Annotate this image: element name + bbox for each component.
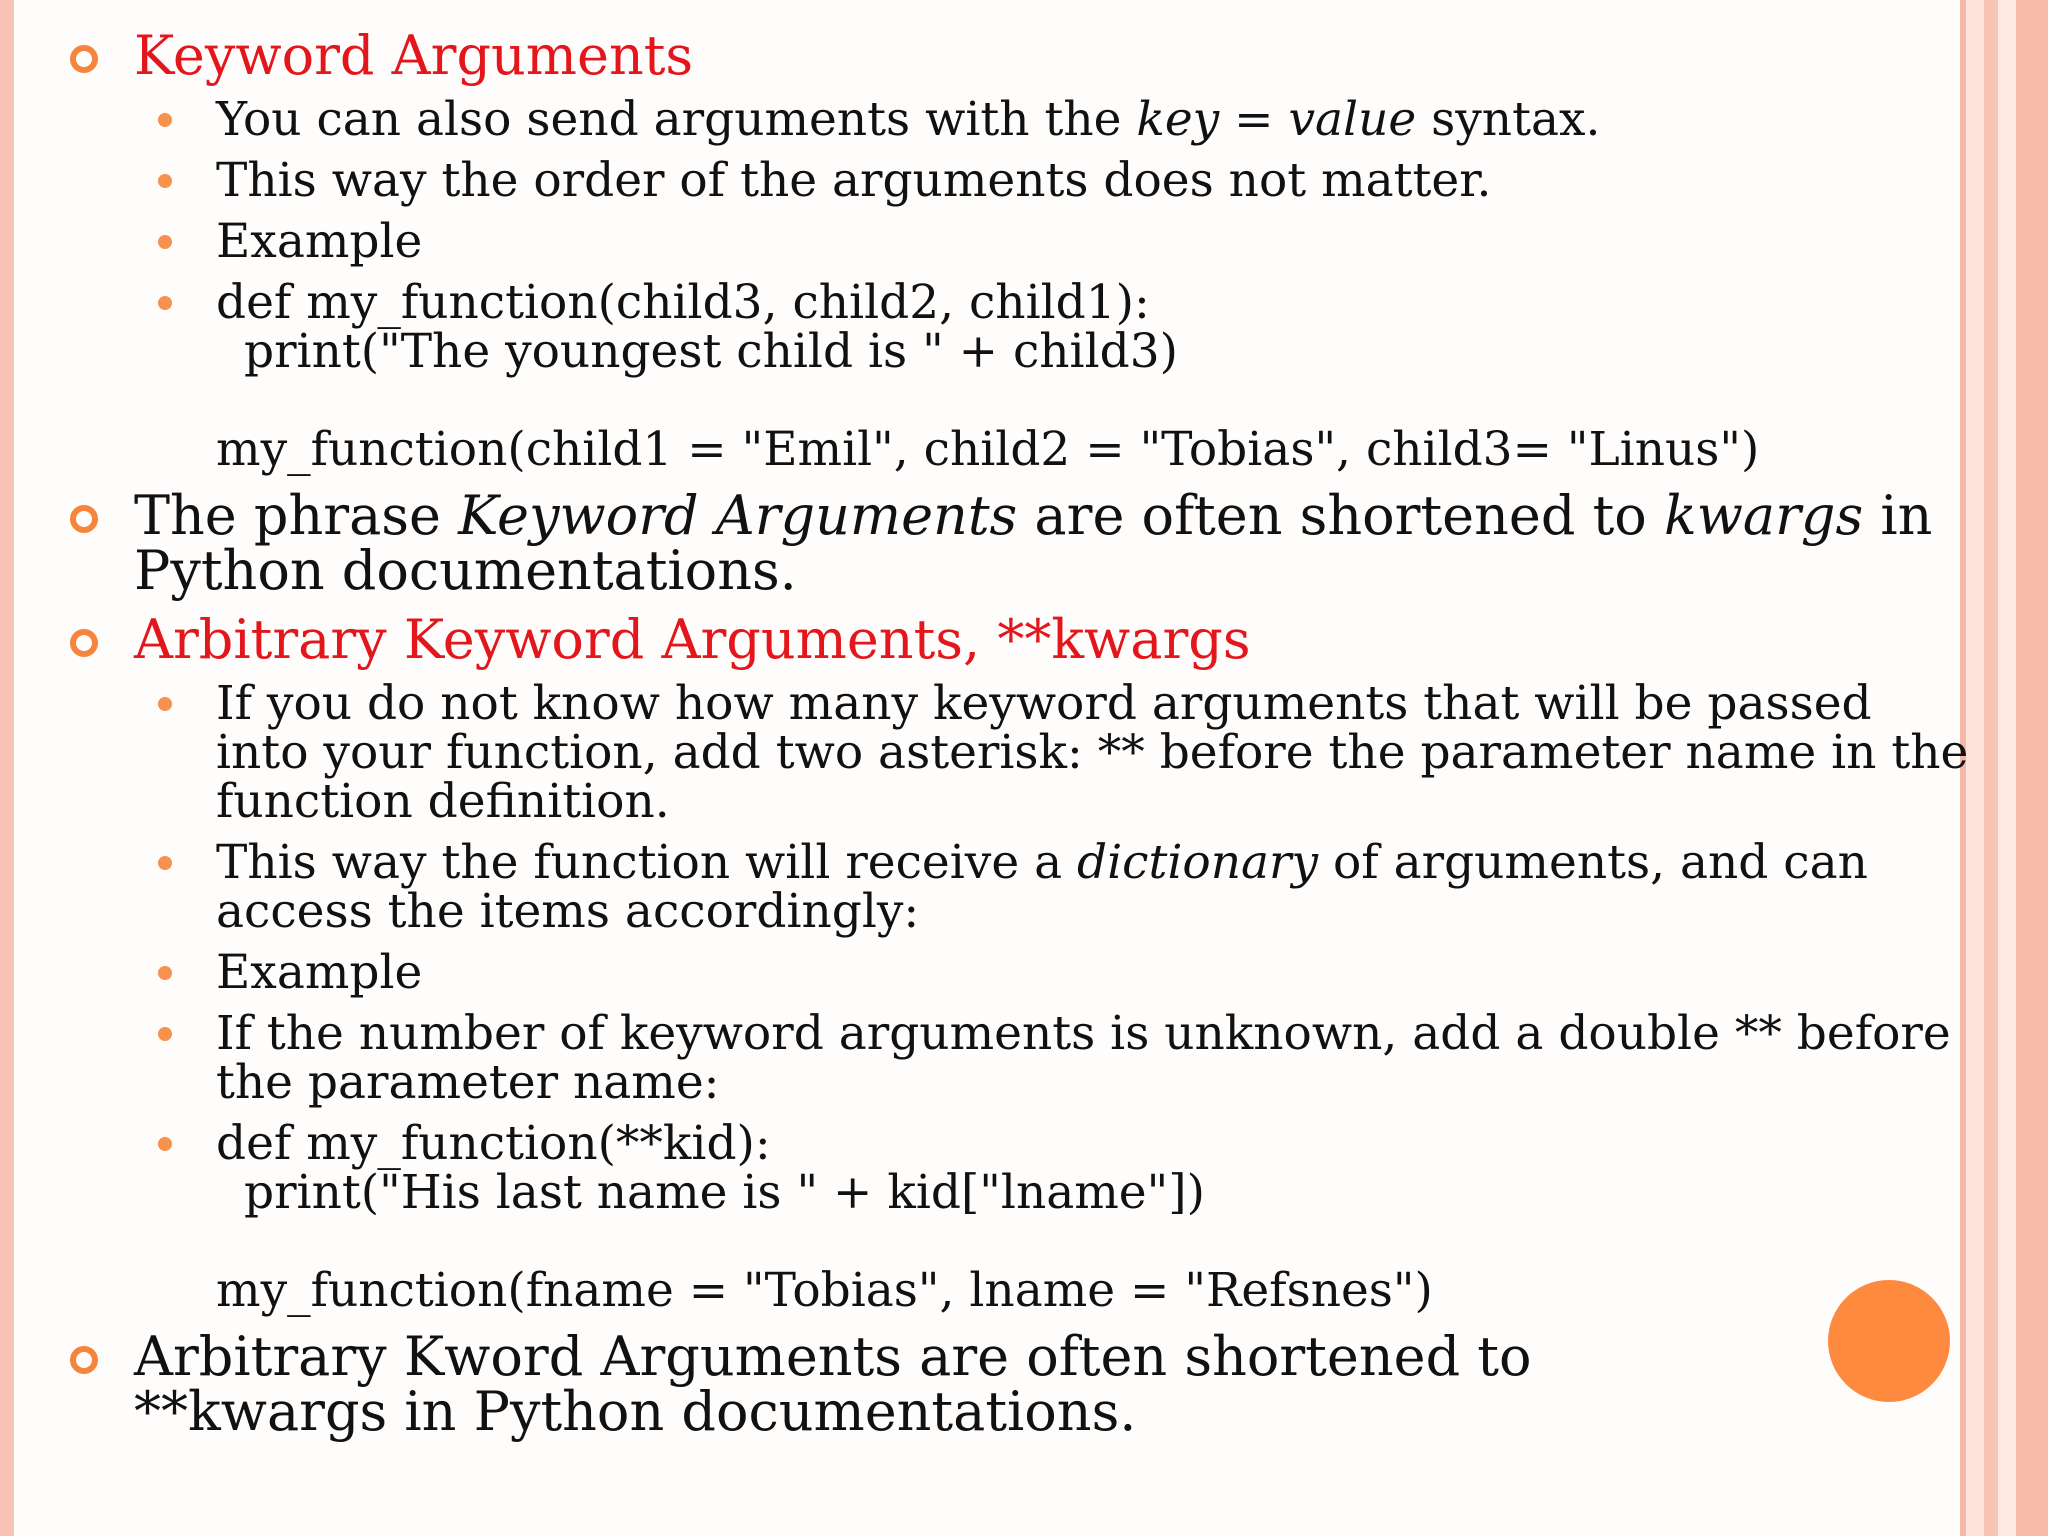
bullet-text: of arguments, and can access the items accordingly: — [216, 835, 1868, 939]
dot-bullet-icon — [158, 296, 172, 310]
list-item — [70, 945, 1970, 1000]
list-item — [70, 92, 1970, 147]
code-line: my_function(child1 = "Emil", child2 = "Tobias", child3= "Linus") — [216, 422, 1760, 477]
ring-bullet-icon — [70, 505, 98, 533]
right-border-band — [1998, 0, 2016, 1536]
right-border-band — [2016, 0, 2048, 1536]
dot-bullet-icon — [158, 856, 172, 870]
list-item — [70, 676, 1970, 829]
list-item — [70, 1006, 1970, 1110]
dot-bullet-icon — [158, 966, 172, 980]
ring-bullet-icon — [70, 45, 98, 73]
code-line: print("The youngest child is " + child3) — [244, 324, 1178, 379]
bullet-text: syntax. — [1416, 92, 1601, 147]
code-line: print("His last name is " + kid["lname"]) — [244, 1165, 1205, 1220]
paragraph-text: Arbitrary Kword Arguments are often shortened to **kwargs in Python documentations. — [134, 1325, 1532, 1443]
italic-value: value — [1288, 92, 1417, 147]
dot-bullet-icon — [158, 174, 172, 188]
paragraph-text: The phrase — [134, 484, 459, 547]
dot-bullet-icon — [158, 113, 172, 127]
section-heading: Arbitrary Keyword Arguments, **kwargs — [134, 608, 1251, 671]
bullet-text: This way the function will receive a — [216, 835, 1078, 890]
paragraph-text: are often shortened to — [1017, 484, 1664, 547]
code-line: my_function(fname = "Tobias", lname = "Refsnes") — [216, 1263, 1433, 1318]
italic-term: kwargs — [1663, 484, 1864, 547]
bullet-text: This way the order of the arguments does not matter. — [216, 153, 1492, 208]
italic-term: dictionary — [1077, 835, 1319, 890]
ring-bullet-icon — [70, 1346, 98, 1374]
right-border-band — [1984, 0, 1998, 1536]
code-block — [70, 1116, 1970, 1318]
section-heading: Keyword Arguments — [134, 24, 694, 87]
blank-line — [216, 376, 1970, 425]
bullet-text: Example — [216, 945, 423, 1000]
bullet-text: If the number of keyword arguments is unknown, add a double ** before the parameter name: — [216, 1006, 1951, 1110]
dot-bullet-icon — [158, 1137, 172, 1151]
list-item — [70, 835, 1970, 939]
code-line: def my_function(**kid): — [216, 1116, 771, 1171]
list-item — [70, 214, 1970, 269]
bullet-text: = — [1219, 92, 1289, 147]
left-border — [0, 0, 14, 1536]
italic-key: key — [1136, 92, 1220, 147]
italic-term: Keyword Arguments — [458, 484, 1018, 547]
dot-bullet-icon — [158, 1027, 172, 1041]
section-keyword-arguments — [70, 24, 1970, 87]
bullet-text: If you do not know how many keyword arguments that will be passed into your function, add two asterisk: ** before the parameter name in the function definition. — [216, 676, 1969, 829]
bullet-text: Example — [216, 214, 423, 269]
code-block — [70, 275, 1970, 477]
paragraph-text: in Python documentations. — [134, 484, 1933, 602]
slide-content — [70, 24, 1970, 1443]
section-final-note — [70, 1325, 1970, 1443]
section-phrase-note — [70, 484, 1970, 602]
bullet-text: You can also send arguments with the — [216, 92, 1137, 147]
dot-bullet-icon — [158, 697, 172, 711]
list-item — [70, 153, 1970, 208]
blank-line — [216, 1217, 1970, 1266]
dot-bullet-icon — [158, 235, 172, 249]
code-line: def my_function(child3, child2, child1): — [216, 275, 1150, 330]
ring-bullet-icon — [70, 629, 98, 657]
section-arbitrary-keyword-arguments — [70, 608, 1970, 671]
